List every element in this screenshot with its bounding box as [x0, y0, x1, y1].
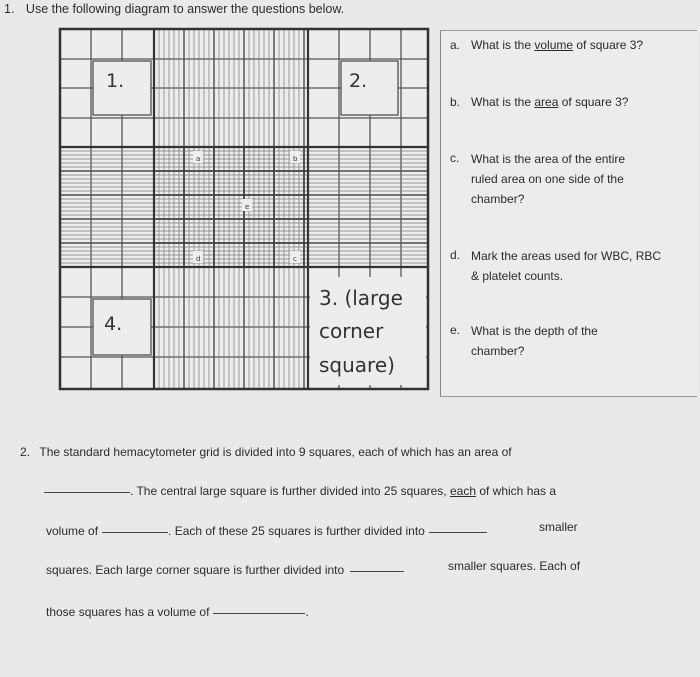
- question-2-number: 2.: [20, 445, 31, 459]
- question-d-letter: d.: [450, 248, 461, 262]
- question-d-line2: & platelet counts.: [471, 269, 564, 283]
- question-2-line2: [44, 482, 556, 501]
- question-c-line3: chamber?: [471, 192, 525, 206]
- question-number: 1.: [4, 2, 15, 16]
- answer-blank-volume[interactable]: [102, 531, 168, 533]
- question-1-header: [4, 2, 344, 16]
- question-e-line2: chamber?: [471, 344, 525, 358]
- question-text: Use the following diagram to answer the questions below.: [25, 2, 345, 16]
- question-2-text-line1: The standard hemacytometer grid is divided into 9 squares, each of which has an area of: [39, 445, 512, 459]
- question-c-letter-visible: c.: [450, 151, 460, 165]
- question-2-text-line3a: volume of: [46, 524, 99, 538]
- small-square-d-label: d: [196, 255, 201, 263]
- small-square-c-label: c: [293, 255, 297, 263]
- square-4-label: 4.: [104, 313, 123, 335]
- question-b-letter: b.: [450, 95, 461, 109]
- small-square-e-label: e: [245, 203, 250, 211]
- hemacytometer-grid-diagram: [58, 27, 432, 391]
- question-e-letter: e.: [450, 323, 461, 337]
- sub-questions-box: [440, 30, 697, 397]
- question-2-text-line5-end: .: [305, 605, 309, 619]
- square-3-label-line2: corner: [319, 319, 384, 343]
- square-3-label-line1: 3. (large: [319, 286, 403, 310]
- question-2-text-line2: . The central large square is further divided into 25 squares, each of which has a: [130, 484, 557, 498]
- question-2-text-line4a: squares. Each large corner square is further divided into: [46, 563, 345, 577]
- question-2-text-line3b: . Each of these 25 squares is further divided into: [168, 524, 425, 538]
- question-2-line4: [46, 561, 606, 580]
- question-c-line1: What is the area of the entire: [471, 152, 626, 166]
- question-2-line3: [46, 522, 606, 541]
- square-2-label: 2.: [349, 70, 368, 92]
- small-square-a-label: a: [196, 155, 201, 163]
- answer-blank-corner-subdivisions[interactable]: [350, 570, 404, 572]
- question-d-line1: Mark the areas used for WBC, RBC: [471, 249, 662, 263]
- square-1-label: 1.: [106, 70, 125, 92]
- question-2-text-line3c: smaller: [539, 520, 578, 534]
- answer-blank-area[interactable]: [44, 491, 130, 493]
- question-b-text: What is the area of square 3?: [471, 95, 629, 109]
- question-a-text: What is the volume of square 3?: [471, 38, 644, 52]
- question-2-line5: [46, 603, 309, 622]
- square-3-label-line3: square): [319, 353, 395, 377]
- answer-blank-subdivisions[interactable]: [429, 531, 487, 533]
- small-square-b-label: b: [293, 155, 298, 163]
- question-2-line1: [20, 443, 512, 462]
- question-a-letter: a.: [450, 38, 461, 52]
- question-2-text-line4b: smaller squares. Each of: [448, 559, 581, 573]
- question-c-line2: ruled area on one side of the: [471, 172, 624, 186]
- answer-blank-corner-volume[interactable]: [213, 612, 305, 614]
- question-e-line1: What is the depth of the: [471, 324, 598, 338]
- question-2-text-line5: those squares has a volume of: [46, 605, 210, 619]
